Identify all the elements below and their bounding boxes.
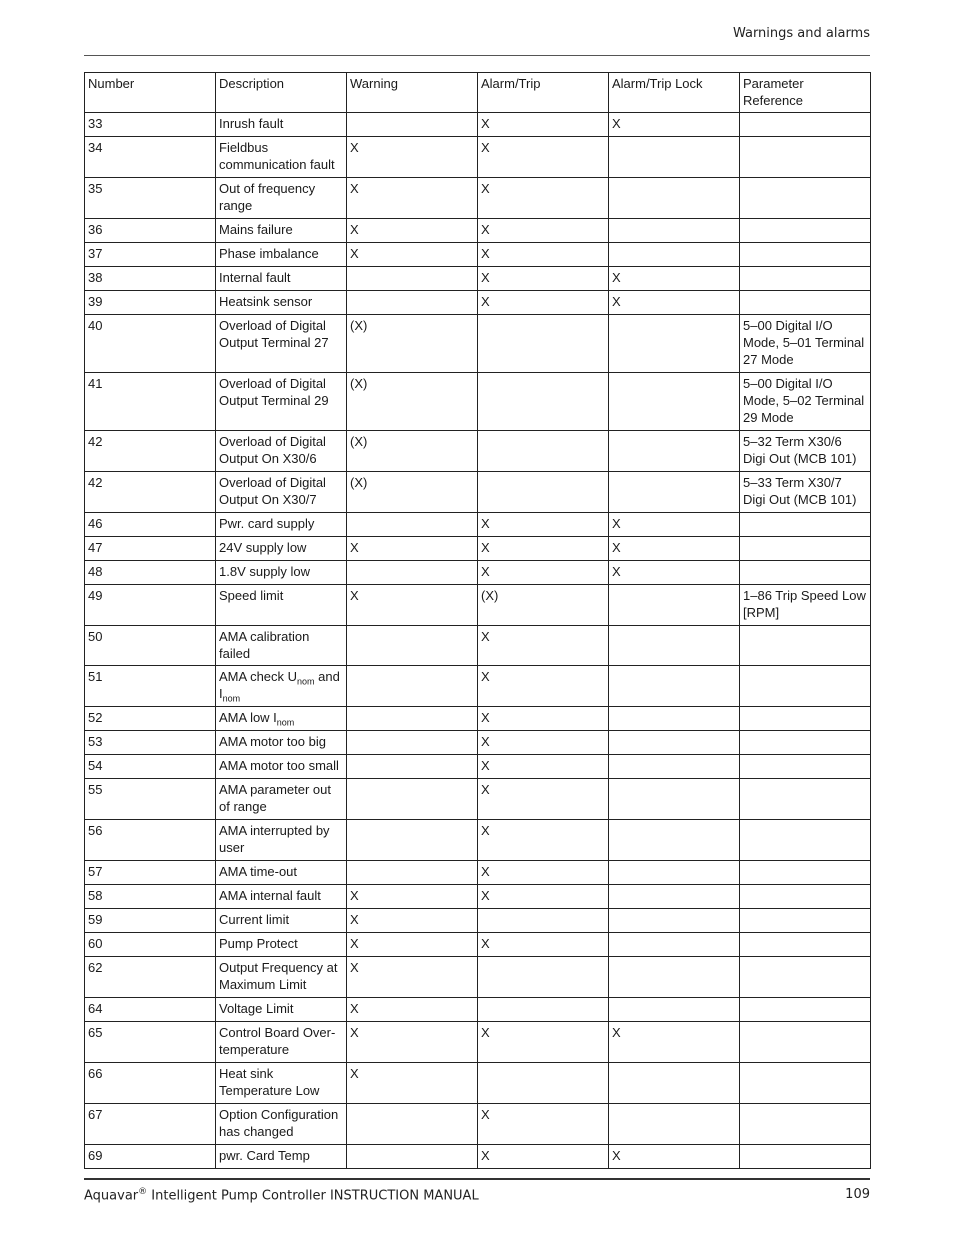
cell-parameter-reference — [740, 243, 871, 267]
cell-warning — [347, 755, 478, 779]
cell-description — [216, 998, 347, 1022]
cell-description — [216, 373, 347, 431]
table-row — [85, 431, 871, 472]
cell-description — [216, 585, 347, 626]
cell-number: 49 — [85, 585, 216, 626]
cell-alarm-trip-lock — [609, 731, 740, 755]
cell-number: 39 — [85, 291, 216, 315]
description-text: Overload of Digital Output Terminal 29 — [219, 376, 329, 408]
description-text: Current limit — [219, 912, 290, 927]
description-text: AMA motor too small — [219, 758, 339, 773]
cell-alarm-trip-lock — [609, 219, 740, 243]
table-body — [85, 113, 871, 1169]
cell-alarm-trip: X — [478, 113, 609, 137]
table-row — [85, 1104, 871, 1145]
cell-alarm-trip: X — [478, 779, 609, 820]
table-row — [85, 885, 871, 909]
cell-alarm-trip: X — [478, 707, 609, 731]
cell-warning: X — [347, 1063, 478, 1104]
cell-alarm-trip-lock — [609, 178, 740, 219]
cell-alarm-trip-lock: X — [609, 561, 740, 585]
table-row — [85, 291, 871, 315]
cell-number: 67 — [85, 1104, 216, 1145]
cell-warning: X — [347, 537, 478, 561]
table-row — [85, 472, 871, 513]
cell-alarm-trip-lock — [609, 431, 740, 472]
cell-alarm-trip: X — [478, 861, 609, 885]
table-row — [85, 861, 871, 885]
cell-alarm-trip-lock: X — [609, 1022, 740, 1063]
cell-alarm-trip — [478, 315, 609, 373]
cell-description — [216, 1104, 347, 1145]
cell-parameter-reference — [740, 291, 871, 315]
description-text: Mains failure — [219, 222, 293, 237]
table-row — [85, 243, 871, 267]
cell-description — [216, 472, 347, 513]
column-header-number: Number — [85, 73, 216, 113]
cell-warning: X — [347, 933, 478, 957]
cell-alarm-trip-lock: X — [609, 1145, 740, 1169]
cell-number: 52 — [85, 707, 216, 731]
cell-alarm-trip: X — [478, 731, 609, 755]
cell-warning: X — [347, 909, 478, 933]
cell-description — [216, 861, 347, 885]
table-row — [85, 731, 871, 755]
cell-number: 42 — [85, 431, 216, 472]
cell-alarm-trip: X — [478, 666, 609, 707]
cell-description — [216, 755, 347, 779]
table-row — [85, 513, 871, 537]
cell-alarm-trip-lock — [609, 373, 740, 431]
cell-parameter-reference: 1–86 Trip Speed Low [RPM] — [740, 585, 871, 626]
cell-alarm-trip-lock — [609, 707, 740, 731]
cell-alarm-trip-lock: X — [609, 513, 740, 537]
cell-alarm-trip: X — [478, 933, 609, 957]
table-row — [85, 137, 871, 178]
cell-warning: (X) — [347, 315, 478, 373]
cell-number: 40 — [85, 315, 216, 373]
cell-number: 54 — [85, 755, 216, 779]
cell-number: 56 — [85, 820, 216, 861]
cell-description — [216, 933, 347, 957]
cell-parameter-reference — [740, 957, 871, 998]
page-number: 109 — [845, 1187, 870, 1202]
column-header-alarm-trip-lock: Alarm/Trip Lock — [609, 73, 740, 113]
cell-description — [216, 291, 347, 315]
warnings-alarms-table — [84, 72, 871, 1169]
cell-alarm-trip: X — [478, 1022, 609, 1063]
cell-alarm-trip — [478, 957, 609, 998]
cell-parameter-reference — [740, 113, 871, 137]
cell-parameter-reference — [740, 755, 871, 779]
cell-description — [216, 626, 347, 666]
cell-warning — [347, 267, 478, 291]
table-row — [85, 820, 871, 861]
description-text: pwr. Card Temp — [219, 1148, 310, 1163]
cell-warning — [347, 513, 478, 537]
cell-alarm-trip-lock — [609, 472, 740, 513]
cell-warning: X — [347, 137, 478, 178]
cell-description — [216, 1145, 347, 1169]
cell-alarm-trip: X — [478, 291, 609, 315]
cell-description — [216, 731, 347, 755]
footer-manual-title — [84, 1187, 479, 1203]
subscript: nom — [276, 717, 295, 728]
cell-warning: X — [347, 998, 478, 1022]
cell-parameter-reference: 5–33 Term X30/7 Digi Out (MCB 101) — [740, 472, 871, 513]
cell-parameter-reference — [740, 933, 871, 957]
table-row — [85, 779, 871, 820]
cell-number: 64 — [85, 998, 216, 1022]
description-text: Pwr. card supply — [219, 516, 315, 531]
cell-description — [216, 1063, 347, 1104]
cell-description — [216, 513, 347, 537]
cell-alarm-trip: X — [478, 626, 609, 666]
cell-parameter-reference — [740, 707, 871, 731]
cell-alarm-trip: X — [478, 885, 609, 909]
cell-warning: (X) — [347, 431, 478, 472]
cell-parameter-reference — [740, 1145, 871, 1169]
cell-number: 35 — [85, 178, 216, 219]
cell-alarm-trip — [478, 909, 609, 933]
header-divider — [84, 55, 870, 56]
description-text: AMA check U — [219, 669, 298, 684]
registered-mark: ® — [138, 1187, 148, 1197]
cell-description — [216, 1022, 347, 1063]
description-text: Overload of Digital Output On X30/6 — [219, 434, 326, 466]
table-row — [85, 315, 871, 373]
cell-parameter-reference — [740, 219, 871, 243]
cell-parameter-reference — [740, 178, 871, 219]
cell-warning — [347, 626, 478, 666]
table-row — [85, 561, 871, 585]
cell-description — [216, 885, 347, 909]
cell-warning — [347, 820, 478, 861]
cell-description — [216, 537, 347, 561]
cell-warning: X — [347, 178, 478, 219]
cell-alarm-trip-lock: X — [609, 267, 740, 291]
cell-alarm-trip-lock: X — [609, 291, 740, 315]
cell-alarm-trip-lock — [609, 755, 740, 779]
cell-alarm-trip-lock — [609, 1104, 740, 1145]
table-row — [85, 957, 871, 998]
cell-parameter-reference — [740, 861, 871, 885]
footer-brand: Aquavar — [84, 1188, 139, 1204]
cell-alarm-trip — [478, 472, 609, 513]
cell-warning — [347, 861, 478, 885]
cell-parameter-reference — [740, 666, 871, 707]
cell-number: 47 — [85, 537, 216, 561]
cell-alarm-trip: X — [478, 513, 609, 537]
cell-warning — [347, 666, 478, 707]
cell-alarm-trip-lock — [609, 243, 740, 267]
cell-number: 33 — [85, 113, 216, 137]
cell-alarm-trip-lock — [609, 1063, 740, 1104]
description-text: Internal fault — [219, 270, 291, 285]
table-row — [85, 219, 871, 243]
cell-alarm-trip: X — [478, 1145, 609, 1169]
description-text: AMA time-out — [219, 864, 298, 879]
cell-alarm-trip-lock — [609, 666, 740, 707]
cell-warning: X — [347, 1022, 478, 1063]
cell-alarm-trip: X — [478, 1104, 609, 1145]
cell-description — [216, 909, 347, 933]
cell-number: 36 — [85, 219, 216, 243]
table-row — [85, 267, 871, 291]
cell-description — [216, 137, 347, 178]
cell-alarm-trip: X — [478, 561, 609, 585]
cell-alarm-trip: X — [478, 243, 609, 267]
table-row — [85, 707, 871, 731]
cell-number: 38 — [85, 267, 216, 291]
description-text: Voltage Limit — [219, 1001, 294, 1016]
cell-description — [216, 779, 347, 820]
cell-number: 69 — [85, 1145, 216, 1169]
description-text: Out of frequency range — [219, 181, 316, 213]
cell-alarm-trip-lock — [609, 957, 740, 998]
cell-description — [216, 267, 347, 291]
cell-description — [216, 561, 347, 585]
description-text: AMA interrupted by user — [219, 823, 330, 855]
cell-warning — [347, 779, 478, 820]
table-row — [85, 1022, 871, 1063]
cell-alarm-trip-lock — [609, 998, 740, 1022]
description-text: Inrush fault — [219, 116, 284, 131]
column-header-warning: Warning — [347, 73, 478, 113]
subscript: nom — [297, 676, 315, 687]
cell-parameter-reference: 5–32 Term X30/6 Digi Out (MCB 101) — [740, 431, 871, 472]
cell-number: 51 — [85, 666, 216, 707]
cell-number: 60 — [85, 933, 216, 957]
cell-warning — [347, 113, 478, 137]
cell-alarm-trip-lock — [609, 315, 740, 373]
cell-warning: X — [347, 585, 478, 626]
cell-alarm-trip-lock — [609, 626, 740, 666]
description-text: AMA low I — [219, 710, 277, 725]
cell-alarm-trip-lock — [609, 820, 740, 861]
cell-alarm-trip — [478, 998, 609, 1022]
description-text: 24V supply low — [219, 540, 307, 555]
cell-parameter-reference — [740, 1104, 871, 1145]
cell-description — [216, 178, 347, 219]
description-text: Heatsink sensor — [219, 294, 313, 309]
description-text: AMA parameter out of range — [219, 782, 331, 814]
cell-number: 66 — [85, 1063, 216, 1104]
table-row — [85, 998, 871, 1022]
cell-description — [216, 666, 347, 707]
cell-warning: X — [347, 957, 478, 998]
cell-warning — [347, 291, 478, 315]
table-row — [85, 933, 871, 957]
description-text: AMA calibration failed — [219, 629, 310, 661]
cell-number: 48 — [85, 561, 216, 585]
cell-warning — [347, 561, 478, 585]
cell-description — [216, 431, 347, 472]
cell-number: 46 — [85, 513, 216, 537]
table-header-row — [85, 73, 871, 113]
cell-warning: X — [347, 243, 478, 267]
cell-parameter-reference: 5–00 Digital I/O Mode, 5–02 Terminal 29 Mode — [740, 373, 871, 431]
cell-parameter-reference — [740, 513, 871, 537]
cell-parameter-reference — [740, 909, 871, 933]
cell-alarm-trip: X — [478, 137, 609, 178]
cell-alarm-trip-lock — [609, 861, 740, 885]
table-row — [85, 1063, 871, 1104]
description-text: Phase imbalance — [219, 246, 319, 261]
cell-parameter-reference — [740, 998, 871, 1022]
cell-alarm-trip-lock — [609, 885, 740, 909]
cell-number: 58 — [85, 885, 216, 909]
cell-parameter-reference — [740, 1022, 871, 1063]
cell-parameter-reference — [740, 267, 871, 291]
cell-alarm-trip-lock — [609, 933, 740, 957]
description-text: AMA internal fault — [219, 888, 321, 903]
cell-description — [216, 315, 347, 373]
description-text-continued: and I — [219, 669, 340, 701]
cell-parameter-reference — [740, 626, 871, 666]
column-header-alarm-trip: Alarm/Trip — [478, 73, 609, 113]
cell-parameter-reference — [740, 731, 871, 755]
description-text: AMA motor too big — [219, 734, 326, 749]
table-row — [85, 537, 871, 561]
table-row — [85, 626, 871, 666]
description-text: Overload of Digital Output On X30/7 — [219, 475, 326, 507]
cell-alarm-trip: X — [478, 178, 609, 219]
table-row — [85, 666, 871, 707]
cell-description — [216, 113, 347, 137]
cell-alarm-trip: X — [478, 219, 609, 243]
cell-number: 41 — [85, 373, 216, 431]
table-row — [85, 1145, 871, 1169]
description-text: Overload of Digital Output Terminal 27 — [219, 318, 329, 350]
description-text: Output Frequency at Maximum Limit — [219, 960, 338, 992]
cell-parameter-reference — [740, 820, 871, 861]
cell-number: 53 — [85, 731, 216, 755]
cell-alarm-trip-lock — [609, 779, 740, 820]
description-text: Speed limit — [219, 588, 284, 603]
description-text: Fieldbus communication fault — [219, 140, 335, 172]
cell-warning: X — [347, 885, 478, 909]
cell-warning — [347, 1145, 478, 1169]
description-text: Pump Protect — [219, 936, 298, 951]
table-row — [85, 113, 871, 137]
cell-number: 59 — [85, 909, 216, 933]
table-row — [85, 585, 871, 626]
cell-description — [216, 707, 347, 731]
column-header-description: Description — [216, 73, 347, 113]
description-text: 1.8V supply low — [219, 564, 311, 579]
table-row — [85, 373, 871, 431]
cell-warning: (X) — [347, 472, 478, 513]
cell-alarm-trip-lock — [609, 585, 740, 626]
cell-description — [216, 820, 347, 861]
cell-alarm-trip: (X) — [478, 585, 609, 626]
cell-number: 55 — [85, 779, 216, 820]
cell-number: 57 — [85, 861, 216, 885]
column-header-parameter-reference: Parameter Reference — [740, 73, 871, 113]
cell-warning — [347, 731, 478, 755]
cell-alarm-trip-lock — [609, 909, 740, 933]
cell-parameter-reference — [740, 779, 871, 820]
cell-alarm-trip-lock — [609, 137, 740, 178]
cell-alarm-trip: X — [478, 267, 609, 291]
cell-description — [216, 243, 347, 267]
table-row — [85, 755, 871, 779]
cell-warning — [347, 707, 478, 731]
cell-parameter-reference — [740, 537, 871, 561]
footer-title: Intelligent Pump Controller INSTRUCTION MANUAL — [147, 1188, 479, 1204]
description-text: Option Configuration has changed — [219, 1107, 339, 1139]
subscript: nom — [222, 693, 241, 704]
cell-parameter-reference — [740, 561, 871, 585]
cell-alarm-trip — [478, 1063, 609, 1104]
cell-parameter-reference: 5–00 Digital I/O Mode, 5–01 Terminal 27 Mode — [740, 315, 871, 373]
description-text: Heat sink Temperature Low — [219, 1066, 320, 1098]
cell-number: 65 — [85, 1022, 216, 1063]
cell-parameter-reference — [740, 137, 871, 178]
cell-description — [216, 219, 347, 243]
cell-alarm-trip — [478, 431, 609, 472]
table-row — [85, 909, 871, 933]
cell-alarm-trip-lock: X — [609, 113, 740, 137]
cell-parameter-reference — [740, 885, 871, 909]
section-header: Warnings and alarms — [732, 26, 870, 41]
cell-description — [216, 957, 347, 998]
table-row — [85, 178, 871, 219]
cell-warning: (X) — [347, 373, 478, 431]
cell-number: 42 — [85, 472, 216, 513]
cell-alarm-trip — [478, 373, 609, 431]
cell-alarm-trip: X — [478, 755, 609, 779]
cell-warning — [347, 1104, 478, 1145]
cell-number: 62 — [85, 957, 216, 998]
cell-alarm-trip: X — [478, 537, 609, 561]
cell-alarm-trip-lock: X — [609, 537, 740, 561]
footer-divider — [84, 1178, 870, 1180]
description-text: Control Board Over-temperature — [219, 1025, 336, 1057]
cell-alarm-trip: X — [478, 820, 609, 861]
cell-number: 50 — [85, 626, 216, 666]
cell-number: 37 — [85, 243, 216, 267]
cell-warning: X — [347, 219, 478, 243]
cell-number: 34 — [85, 137, 216, 178]
cell-parameter-reference — [740, 1063, 871, 1104]
